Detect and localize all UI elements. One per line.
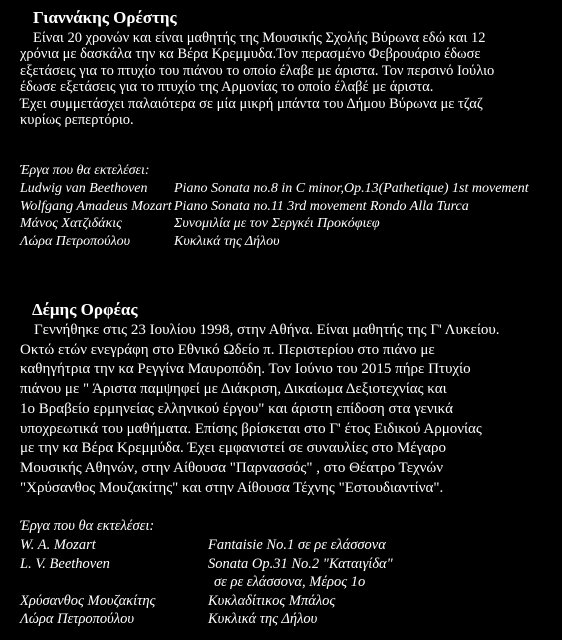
work-composer: Ludwig van Beethoven [20, 181, 148, 196]
bio-line: έδωσε εξετάσεις για το πτυχίο της Αρμονίας το οποίο έλαβέ με άριστα. [20, 79, 434, 96]
work-row [20, 574, 560, 593]
work-piece: Κυκλικά της Δήλου [208, 611, 318, 627]
work-row [20, 216, 560, 234]
work-piece: Κυκλικά της Δήλου [174, 233, 280, 249]
bio-line: Έχει συμμετάσχει παλαιότερα σε μία μικρή μπάντα του Δήμου Βύρωνα με τζαζ [20, 95, 483, 112]
work-composer: Λώρα Πετροπούλου [20, 611, 135, 627]
bio-line: εξετάσεις για το πτυχίο του πιάνου το οποίο έλαβε με άριστα. Τον περσινό Ιούλιο [20, 62, 495, 79]
works-heading: Έργα που θα εκτελέσει: [20, 163, 150, 178]
work-composer: Μάνος Χατζιδάκις [20, 216, 122, 231]
work-row [20, 611, 560, 630]
work-piece: Piano Sonata no.8 in C minor,Op.13(Pathetique) 1st movement [174, 181, 529, 196]
work-piece: Piano Sonata no.11 3rd movement Rondo Alla Turca [174, 198, 469, 214]
bio-line: χρόνια με δασκάλα την κα Βέρα Κρεμμυδα.Τον περασμένο Φεβρουάριο έδωσε [20, 46, 481, 63]
bio-line: 1ο Βραβείο ερμηνείας ελληνικού έργου" και άριστη επίδοση στα γενικά [20, 400, 453, 417]
work-piece: Κυκλαδίτικος Μπάλος [208, 592, 336, 609]
bio-line: "Χρύσανθος Μουζακίτης" και στην Αίθουσα Τέχνης "Εστουδιαντίνα". [20, 479, 444, 496]
bio-line: καθηγήτρια την κα Ρεγγίνα Μαυροπόδη. Τον Ιούνιο του 2015 πήρε Πτυχίο [20, 361, 471, 378]
work-composer: Wolfgang Amadeus Mozart [20, 198, 172, 214]
work-row [20, 537, 560, 556]
bio-line: Μουσικής Αθηνών, στην Αίθουσα "Παρνασσός" , στο Θέατρο Τεχνών [20, 459, 444, 476]
work-row [20, 199, 560, 217]
bio-line: πιάνου με " Άριστα παμψηφεί με Διάκριση, Δικαίωμα Δεξιοτεχνίας και [20, 381, 447, 398]
works-heading: Έργα που θα εκτελέσει: [20, 518, 155, 534]
musician-name: Δέμης Ορφέας [32, 300, 138, 319]
work-row [20, 593, 560, 612]
musician-name: Γιαννάκης Ορέστης [33, 8, 177, 27]
work-piece: σε ρε ελάσσονα, Μέρος 1ο [214, 574, 366, 590]
work-row [20, 234, 560, 252]
work-composer: L. V. Beethoven [20, 555, 110, 572]
work-row [20, 556, 560, 575]
works-list [20, 537, 560, 630]
work-piece: Συνομιλία με τον Σεργκέι Προκόφιεφ [174, 216, 380, 231]
work-composer: W. A. Mozart [20, 537, 96, 553]
work-row [20, 181, 560, 199]
bio-line: Γεννήθηκε στις 23 Ιουλίου 1998, στην Αθήνα. Είναι μαθητής της Γ' Λυκείου. [34, 322, 500, 338]
bio-line: κυρίως ρεπερτόριο. [20, 112, 134, 129]
work-piece: Fantaisie No.1 σε ρε ελάσσονα [208, 537, 386, 553]
work-piece: Sonata Op.31 No.2 "Καταιγίδα" [208, 555, 393, 572]
bio-line: με την κα Βέρα Κρεμμύδα. Έχει εμφανιστεί σε συναυλίες στο Μέγαρο [20, 440, 446, 457]
musician-section-1 [0, 0, 562, 270]
musician-bio [20, 30, 494, 128]
works-list [20, 181, 560, 251]
bio-line: υποχρεωτικά του μαθήματα. Επίσης βρίσκεται στο Γ' έτος Ειδικού Αρμονίας [20, 420, 482, 437]
musician-section-2 [0, 290, 562, 640]
work-composer: Λώρα Πετροπούλου [20, 233, 131, 249]
bio-line: Οκτώ ετών ενεγράφη στο Εθνικό Ωδείο π. Περιστερίου στο πιάνο με [20, 341, 435, 358]
musician-bio [20, 321, 500, 498]
work-composer: Χρύσανθος Μουζακίτης [20, 592, 156, 609]
bio-line: Είναι 20 χρονών και είναι μαθητής της Μουσικής Σχολής Βύρωνα εδώ και 12 [33, 30, 486, 46]
